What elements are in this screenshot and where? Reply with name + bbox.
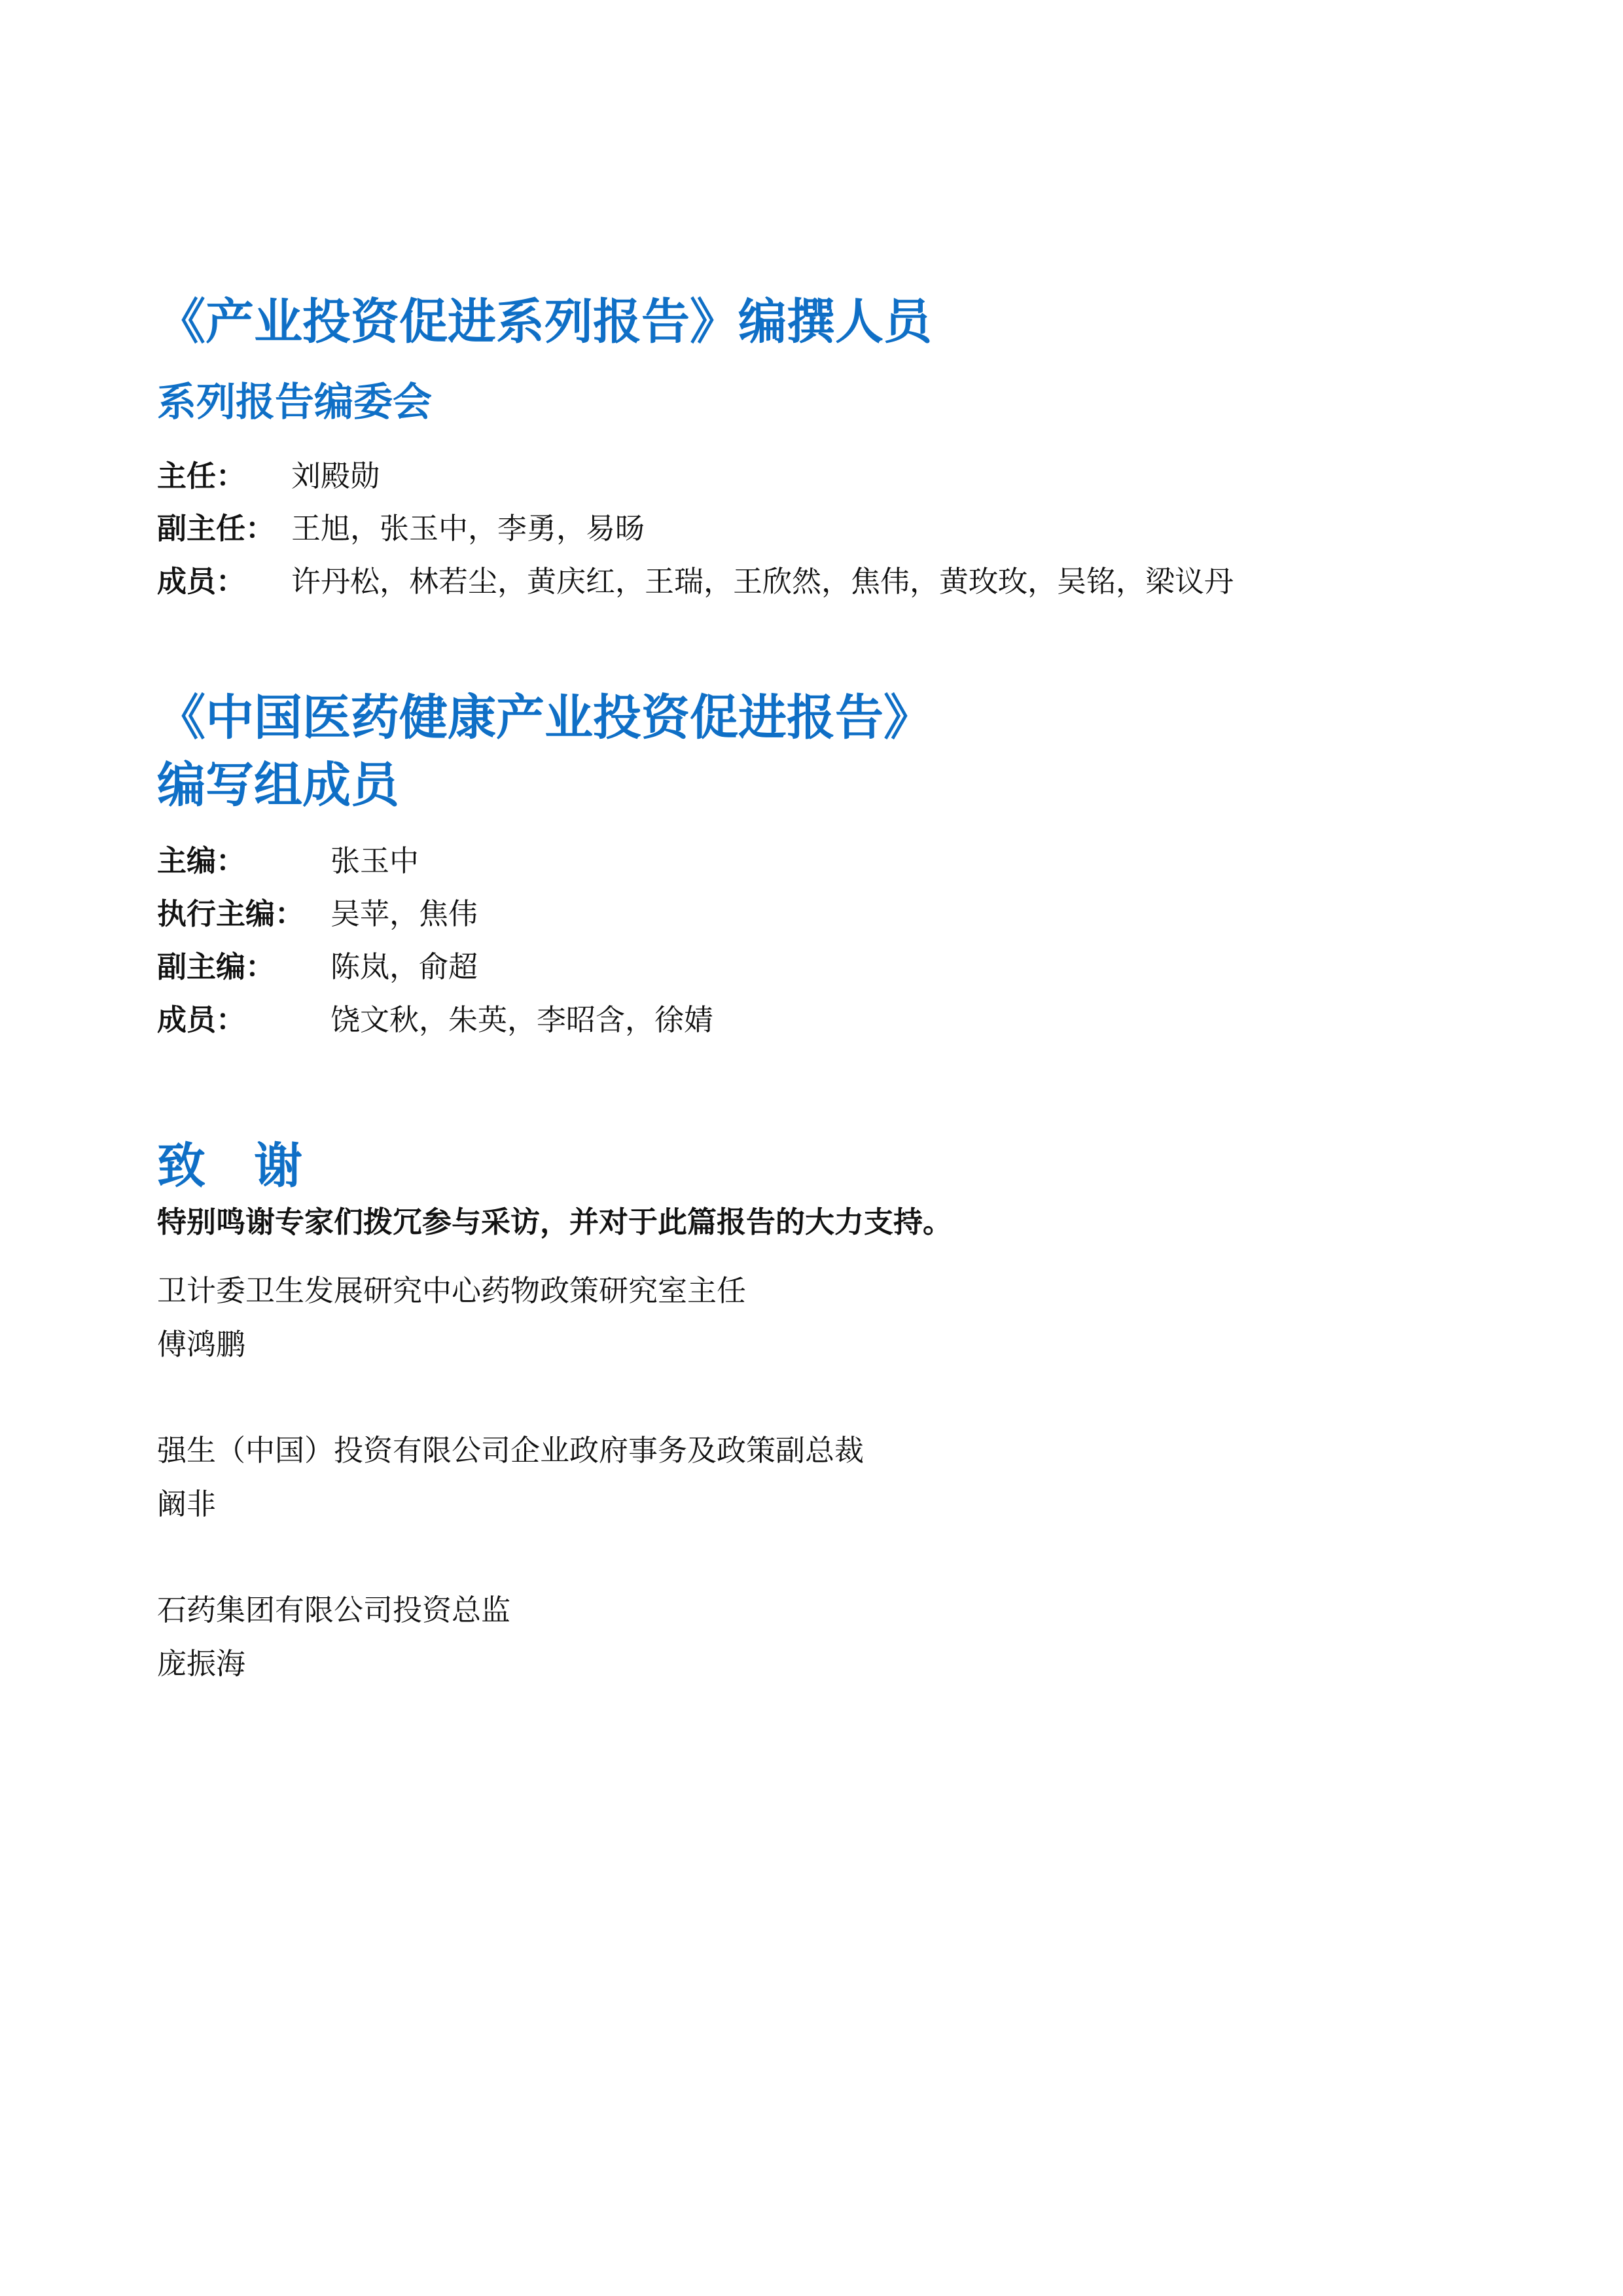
report-label-editor: 主编： (157, 843, 246, 878)
series-value-members: 许丹松，林若尘，黄庆红，王瑞，王欣然，焦伟，黄玫玫，吴铭，梁议丹 (291, 564, 1234, 599)
thanks-title: 致 谢 (157, 1138, 302, 1194)
report-label-exec-editor: 执行主编： (157, 896, 305, 931)
report-value-editor: 张玉中 (330, 843, 419, 878)
series-label-members: 成员： (157, 564, 246, 599)
series-value-chair: 刘殿勋 (291, 459, 380, 493)
expert-position: 卫计委卫生发展研究中心药物政策研究室主任 (157, 1273, 747, 1308)
series-label-chair: 主任： (157, 459, 246, 493)
series-value-vice-chair: 王旭，张玉中，李勇，易旸 (291, 511, 645, 546)
series-section-title: 《产业投资促进系列报告》编撰人员 (157, 294, 932, 350)
report-value-exec-editor: 吴苹，焦伟 (330, 896, 478, 931)
series-label-vice-chair: 副主任： (157, 511, 276, 546)
expert-name: 庞振海 (157, 1646, 246, 1681)
expert-position: 强生（中国）投资有限公司企业政府事务及政策副总裁 (157, 1433, 865, 1468)
report-label-members: 成员： (157, 1002, 246, 1037)
expert-name: 傅鸿鹏 (157, 1327, 246, 1362)
report-section-title-line1: 《中国医药健康产业投资促进报告》 (157, 690, 932, 746)
report-label-deputy-editor: 副主编： (157, 949, 276, 984)
report-value-deputy-editor: 陈岚，俞超 (330, 949, 478, 984)
series-section-subtitle: 系列报告编委会 (157, 380, 432, 425)
report-value-members: 饶文秋，朱英，李昭含，徐婧 (330, 1002, 714, 1037)
expert-name: 阚非 (157, 1487, 217, 1521)
expert-position: 石药集团有限公司投资总监 (157, 1593, 511, 1627)
thanks-intro: 特别鸣谢专家们拨冗参与采访，并对于此篇报告的大力支持。 (157, 1205, 953, 1239)
report-section-title-line2: 编写组成员 (157, 757, 399, 813)
